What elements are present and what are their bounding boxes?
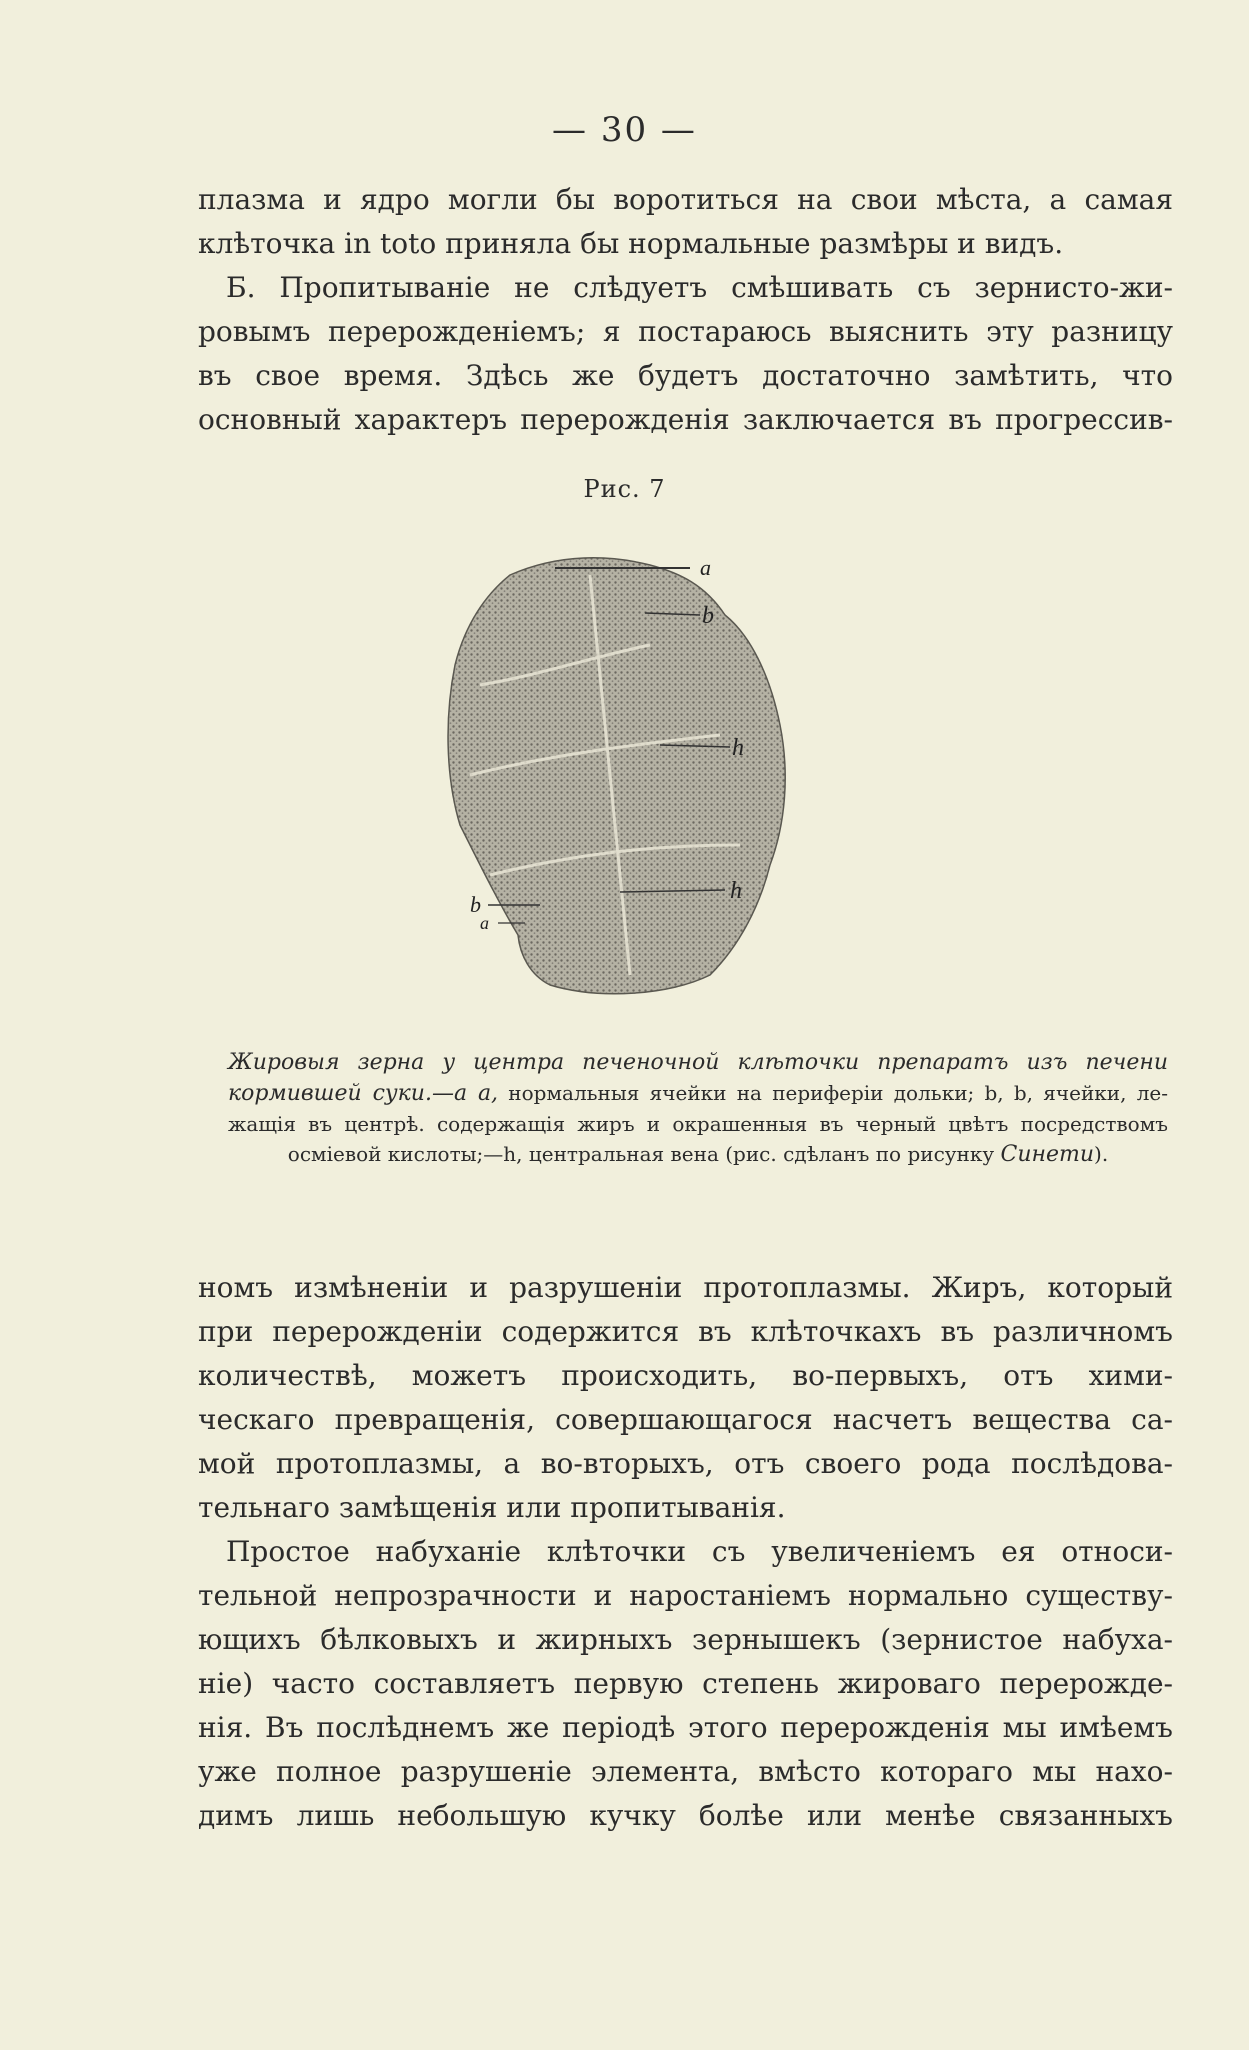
caption-line-3: жащія въ центрѣ. содержащія жиръ и окрашенныя въ черный цвѣтъ посредствомъ xyxy=(228,1112,1168,1136)
text-line: основный характеръ перерожденія заключается въ прогрессив- xyxy=(198,403,1173,436)
label-b-left: b xyxy=(470,892,481,917)
text-line: количествѣ, можетъ происходить, во-первыхъ, отъ хими- xyxy=(198,1359,1173,1392)
caption-text: нормальныя ячейки на периферіи дольки; b, b, ячейки, ле- xyxy=(508,1081,1168,1105)
text-line: тельнаго замѣщенія или пропитыванія. xyxy=(198,1491,786,1524)
label-a-left: a xyxy=(480,913,489,933)
text-line: мой протоплазмы, а во-вторыхъ, отъ своего рода послѣдова- xyxy=(198,1447,1173,1480)
caption-author: Синети xyxy=(1000,1142,1095,1167)
figure-caption xyxy=(228,1047,1168,1170)
text-line: Простое набуханіе клѣточки съ увеличеніемъ ея относи- xyxy=(226,1535,1173,1568)
text-line: нія. Въ послѣднемъ же періодѣ этого перерожденія мы имѣемъ xyxy=(198,1711,1173,1744)
label-a-top: a xyxy=(700,555,711,580)
text-line: клѣточка in toto приняла бы нормальные размѣры и видъ. xyxy=(198,227,1064,260)
text-line: номъ измѣненіи и разрушеніи протоплазмы. Жиръ, который xyxy=(198,1271,1173,1304)
page-number: — 30 — xyxy=(552,110,697,150)
top-text-block xyxy=(198,178,1173,442)
caption-line-1 xyxy=(228,1047,1168,1078)
text-line: при перерожденіи содержится въ клѣточкахъ въ различномъ xyxy=(198,1315,1173,1348)
text-line: тельной непрозрачности и наростаніемъ нормально существу- xyxy=(198,1579,1173,1612)
lobule-outline xyxy=(448,558,785,994)
text-line: ніе) часто составляетъ первую степень жироваго перерожде- xyxy=(198,1667,1173,1700)
text-line: въ свое время. Здѣсь же будетъ достаточно замѣтить, что xyxy=(198,359,1173,392)
caption-italic: Жировыя зерна у центра печеночной клѣточки препаратъ изъ печени xyxy=(228,1050,1168,1075)
label-h-mid: h xyxy=(732,735,744,761)
caption-line-4 xyxy=(228,1139,1168,1170)
text-line: ровымъ перерожденіемъ; я постараюсь выяснить эту разницу xyxy=(198,315,1173,348)
label-h-low: h xyxy=(730,878,742,904)
caption-text: ). xyxy=(1094,1142,1109,1166)
bottom-text-block xyxy=(198,1266,1173,1838)
caption-text: осміевой кислоты;—h, центральная вена (рис. сдѣланъ по рисунку xyxy=(287,1142,995,1166)
figure-label: Рис. 7 xyxy=(583,475,666,503)
text-line: ющихъ бѣлковыхъ и жирныхъ зернышекъ (зернистое набуха- xyxy=(198,1623,1173,1656)
label-b-top: b xyxy=(702,603,714,629)
caption-line-2 xyxy=(228,1078,1168,1109)
text-line: плазма и ядро могли бы воротиться на свои мѣста, а самая xyxy=(198,183,1173,216)
text-line: Б. Пропитываніе не слѣдуетъ смѣшивать съ зернисто-жи- xyxy=(226,271,1173,304)
liver-lobule-figure xyxy=(440,545,860,1005)
caption-italic: кормившей суки.—a a, xyxy=(228,1081,499,1106)
text-line: уже полное разрушеніе элемента, вмѣсто котораго мы нахо- xyxy=(198,1755,1173,1788)
text-line: ческаго превращенія, совершающагося насчетъ вещества са- xyxy=(198,1403,1173,1436)
text-line: димъ лишь небольшую кучку болѣе или менѣе связанныхъ xyxy=(198,1799,1173,1832)
